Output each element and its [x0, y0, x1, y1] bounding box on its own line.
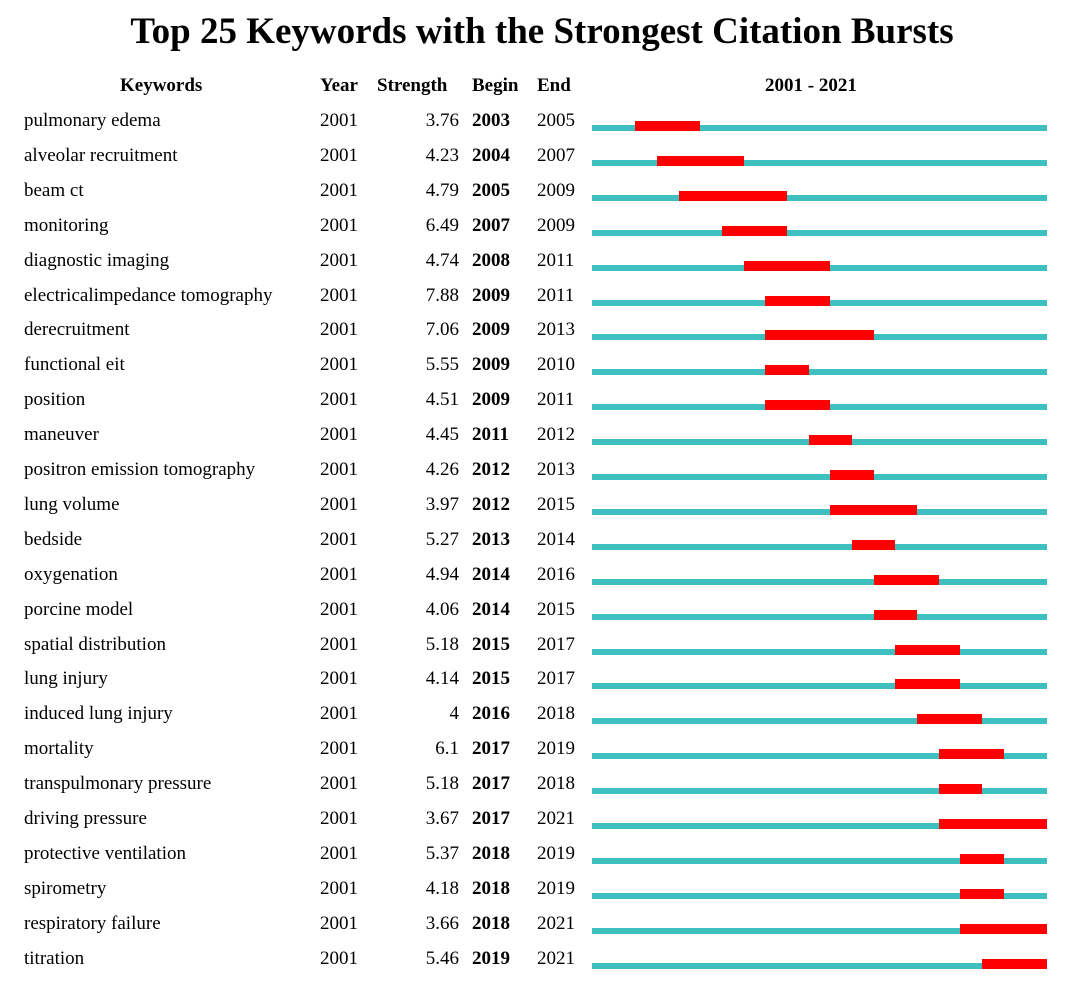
burst-bar — [939, 819, 1047, 829]
header-end: End — [537, 75, 571, 96]
begin-cell: 2015 — [472, 633, 510, 655]
table-row — [0, 702, 1084, 737]
strength-cell: 4.74 — [425, 249, 459, 271]
end-cell: 2010 — [537, 354, 575, 376]
begin-cell: 2019 — [472, 947, 510, 969]
begin-cell: 2003 — [472, 110, 510, 131]
burst-bar — [830, 505, 917, 515]
table-row — [0, 318, 1084, 353]
end-cell: 2013 — [537, 459, 575, 480]
end-cell: 2019 — [537, 877, 575, 899]
year-cell: 2001 — [320, 354, 358, 376]
year-cell: 2001 — [320, 877, 358, 899]
strength-cell: 5.37 — [425, 842, 459, 864]
strength-cell: 4.79 — [425, 179, 459, 201]
year-cell: 2001 — [320, 214, 358, 236]
strength-cell: 6.1 — [435, 738, 459, 760]
strength-cell: 3.76 — [425, 110, 459, 131]
year-cell: 2001 — [320, 459, 358, 480]
begin-cell: 2014 — [472, 598, 510, 620]
table-row — [0, 423, 1084, 458]
end-cell: 2011 — [537, 249, 575, 271]
burst-bar — [917, 714, 982, 724]
keyword-cell: pulmonary edema — [24, 110, 161, 131]
chart-title: Top 25 Keywords with the Strongest Citation Bursts — [130, 11, 954, 52]
table-row — [0, 598, 1084, 633]
strength-cell: 5.55 — [425, 354, 459, 376]
year-cell: 2001 — [320, 563, 358, 585]
begin-cell: 2017 — [472, 738, 510, 760]
keyword-cell: protective ventilation — [24, 842, 186, 864]
table-row — [0, 353, 1084, 388]
begin-cell: 2009 — [472, 284, 510, 306]
begin-cell: 2013 — [472, 528, 510, 550]
end-cell: 2017 — [537, 668, 575, 690]
header-begin: Begin — [472, 75, 519, 96]
begin-cell: 2018 — [472, 842, 510, 864]
keyword-cell: spatial distribution — [24, 633, 166, 655]
end-cell: 2012 — [537, 424, 575, 446]
keyword-cell: respiratory failure — [24, 912, 161, 934]
keyword-cell: oxygenation — [24, 563, 118, 585]
end-cell: 2021 — [537, 947, 575, 969]
begin-cell: 2017 — [472, 773, 510, 795]
timeline-track — [592, 614, 1047, 620]
end-cell: 2015 — [537, 598, 575, 620]
year-cell: 2001 — [320, 912, 358, 934]
strength-cell: 4.45 — [425, 424, 459, 446]
begin-cell: 2012 — [472, 459, 510, 480]
table-row — [0, 877, 1084, 912]
begin-cell: 2012 — [472, 493, 510, 515]
timeline-track — [592, 230, 1047, 236]
strength-cell: 4.26 — [425, 459, 459, 480]
burst-bar — [765, 296, 830, 306]
year-cell: 2001 — [320, 110, 358, 131]
year-cell: 2001 — [320, 528, 358, 550]
strength-cell: 4.18 — [425, 877, 459, 899]
strength-cell: 5.46 — [425, 947, 459, 969]
keyword-cell: driving pressure — [24, 808, 147, 829]
end-cell: 2021 — [537, 912, 575, 934]
strength-cell: 4 — [449, 703, 459, 725]
end-cell: 2018 — [537, 703, 575, 725]
keyword-cell: monitoring — [24, 214, 109, 236]
keyword-cell: position — [24, 389, 86, 411]
end-cell: 2011 — [537, 284, 575, 306]
keyword-cell: porcine model — [24, 598, 134, 620]
keyword-cell: lung volume — [24, 493, 120, 515]
end-cell: 2019 — [537, 842, 575, 864]
burst-bar — [852, 540, 895, 550]
year-cell: 2001 — [320, 808, 358, 829]
begin-cell: 2004 — [472, 144, 510, 166]
keyword-cell: alveolar recruitment — [24, 144, 178, 166]
begin-cell: 2009 — [472, 354, 510, 376]
end-cell: 2013 — [537, 319, 575, 341]
end-cell: 2017 — [537, 633, 575, 655]
end-cell: 2019 — [537, 738, 575, 760]
strength-cell: 7.06 — [425, 319, 459, 341]
begin-cell: 2015 — [472, 668, 510, 690]
begin-cell: 2014 — [472, 563, 510, 585]
end-cell: 2016 — [537, 563, 575, 585]
burst-bar — [722, 226, 787, 236]
burst-bar — [679, 191, 787, 201]
keyword-cell: maneuver — [24, 424, 99, 446]
burst-bar — [874, 575, 939, 585]
year-cell: 2001 — [320, 179, 358, 201]
table-row — [0, 493, 1084, 528]
table-row — [0, 912, 1084, 947]
year-cell: 2001 — [320, 389, 358, 411]
year-cell: 2001 — [320, 319, 358, 341]
year-cell: 2001 — [320, 598, 358, 620]
keyword-cell: induced lung injury — [24, 703, 173, 725]
keyword-cell: transpulmonary pressure — [24, 773, 212, 795]
strength-cell: 4.51 — [425, 389, 459, 411]
timeline-track — [592, 544, 1047, 550]
strength-cell: 4.23 — [425, 144, 459, 166]
strength-cell: 5.18 — [425, 633, 459, 655]
timeline-track — [592, 649, 1047, 655]
begin-cell: 2008 — [472, 249, 510, 271]
burst-bar — [960, 854, 1003, 864]
burst-bar — [765, 365, 808, 375]
timeline-track — [592, 963, 1047, 969]
end-cell: 2005 — [537, 110, 575, 131]
begin-cell: 2007 — [472, 214, 510, 236]
burst-bar — [765, 400, 830, 410]
table-row — [0, 772, 1084, 807]
burst-bar — [960, 924, 1047, 934]
header-keywords: Keywords — [120, 75, 203, 96]
timeline-track — [592, 369, 1047, 375]
table-row — [0, 947, 1084, 982]
year-cell: 2001 — [320, 144, 358, 166]
strength-cell: 3.66 — [425, 912, 459, 934]
table-row — [0, 563, 1084, 598]
keyword-cell: lung injury — [24, 668, 108, 690]
strength-cell: 7.88 — [425, 284, 459, 306]
burst-bar — [744, 261, 831, 271]
keyword-cell: beam ct — [24, 179, 84, 201]
end-cell: 2009 — [537, 179, 575, 201]
strength-cell: 6.49 — [425, 214, 459, 236]
keyword-cell: mortality — [24, 738, 94, 760]
table-row — [0, 667, 1084, 702]
burst-bar — [895, 645, 960, 655]
burst-bar — [939, 749, 1004, 759]
strength-cell: 4.94 — [425, 563, 459, 585]
year-cell: 2001 — [320, 493, 358, 515]
timeline-track — [592, 579, 1047, 585]
strength-cell: 3.97 — [425, 493, 459, 515]
burst-bar — [657, 156, 744, 166]
table-row — [0, 214, 1084, 249]
table-row — [0, 528, 1084, 563]
end-cell: 2014 — [537, 528, 575, 550]
year-cell: 2001 — [320, 633, 358, 655]
year-cell: 2001 — [320, 703, 358, 725]
year-cell: 2001 — [320, 842, 358, 864]
begin-cell: 2009 — [472, 389, 510, 411]
keyword-cell: diagnostic imaging — [24, 249, 170, 271]
end-cell: 2009 — [537, 214, 575, 236]
end-cell: 2018 — [537, 773, 575, 795]
year-cell: 2001 — [320, 249, 358, 271]
begin-cell: 2011 — [472, 424, 509, 446]
burst-bar — [874, 610, 917, 620]
keyword-cell: electricalimpedance tomography — [24, 284, 273, 306]
begin-cell: 2018 — [472, 877, 510, 899]
table-row — [0, 458, 1084, 493]
header-timeline: 2001 - 2021 — [765, 75, 857, 96]
table-row — [0, 388, 1084, 423]
table-row — [0, 807, 1084, 842]
timeline-track — [592, 509, 1047, 515]
year-cell: 2001 — [320, 738, 358, 760]
table-row — [0, 249, 1084, 284]
burst-bar — [895, 679, 960, 689]
strength-cell: 5.27 — [425, 528, 459, 550]
end-cell: 2015 — [537, 493, 575, 515]
burst-bar — [939, 784, 982, 794]
keyword-cell: titration — [24, 947, 85, 969]
end-cell: 2007 — [537, 144, 575, 166]
strength-cell: 4.06 — [425, 598, 459, 620]
year-cell: 2001 — [320, 668, 358, 690]
burst-bar — [635, 121, 700, 131]
begin-cell: 2018 — [472, 912, 510, 934]
year-cell: 2001 — [320, 284, 358, 306]
begin-cell: 2009 — [472, 319, 510, 341]
burst-bar — [982, 959, 1047, 969]
burst-bar — [960, 889, 1003, 899]
end-cell: 2021 — [537, 808, 575, 829]
table-row — [0, 284, 1084, 319]
header-strength: Strength — [377, 75, 448, 96]
header-year: Year — [320, 75, 358, 96]
burst-bar — [809, 435, 852, 445]
timeline-track — [592, 474, 1047, 480]
table-row — [0, 633, 1084, 668]
year-cell: 2001 — [320, 424, 358, 446]
strength-cell: 4.14 — [425, 668, 459, 690]
table-row — [0, 179, 1084, 214]
table-row — [0, 842, 1084, 877]
timeline-track — [592, 683, 1047, 689]
strength-cell: 5.18 — [425, 773, 459, 795]
keyword-cell: positron emission tomography — [24, 459, 256, 480]
year-cell: 2001 — [320, 773, 358, 795]
keyword-cell: functional eit — [24, 354, 125, 376]
burst-bar — [765, 330, 873, 340]
timeline-track — [592, 195, 1047, 201]
begin-cell: 2016 — [472, 703, 510, 725]
keyword-cell: derecruitment — [24, 319, 130, 341]
end-cell: 2011 — [537, 389, 575, 411]
table-row — [0, 109, 1084, 144]
begin-cell: 2017 — [472, 808, 510, 829]
strength-cell: 3.67 — [425, 808, 459, 829]
keyword-cell: bedside — [24, 528, 83, 550]
burst-bar — [830, 470, 873, 480]
table-row — [0, 737, 1084, 772]
year-cell: 2001 — [320, 947, 358, 969]
begin-cell: 2005 — [472, 179, 510, 201]
keyword-cell: spirometry — [24, 877, 107, 899]
table-row — [0, 144, 1084, 179]
